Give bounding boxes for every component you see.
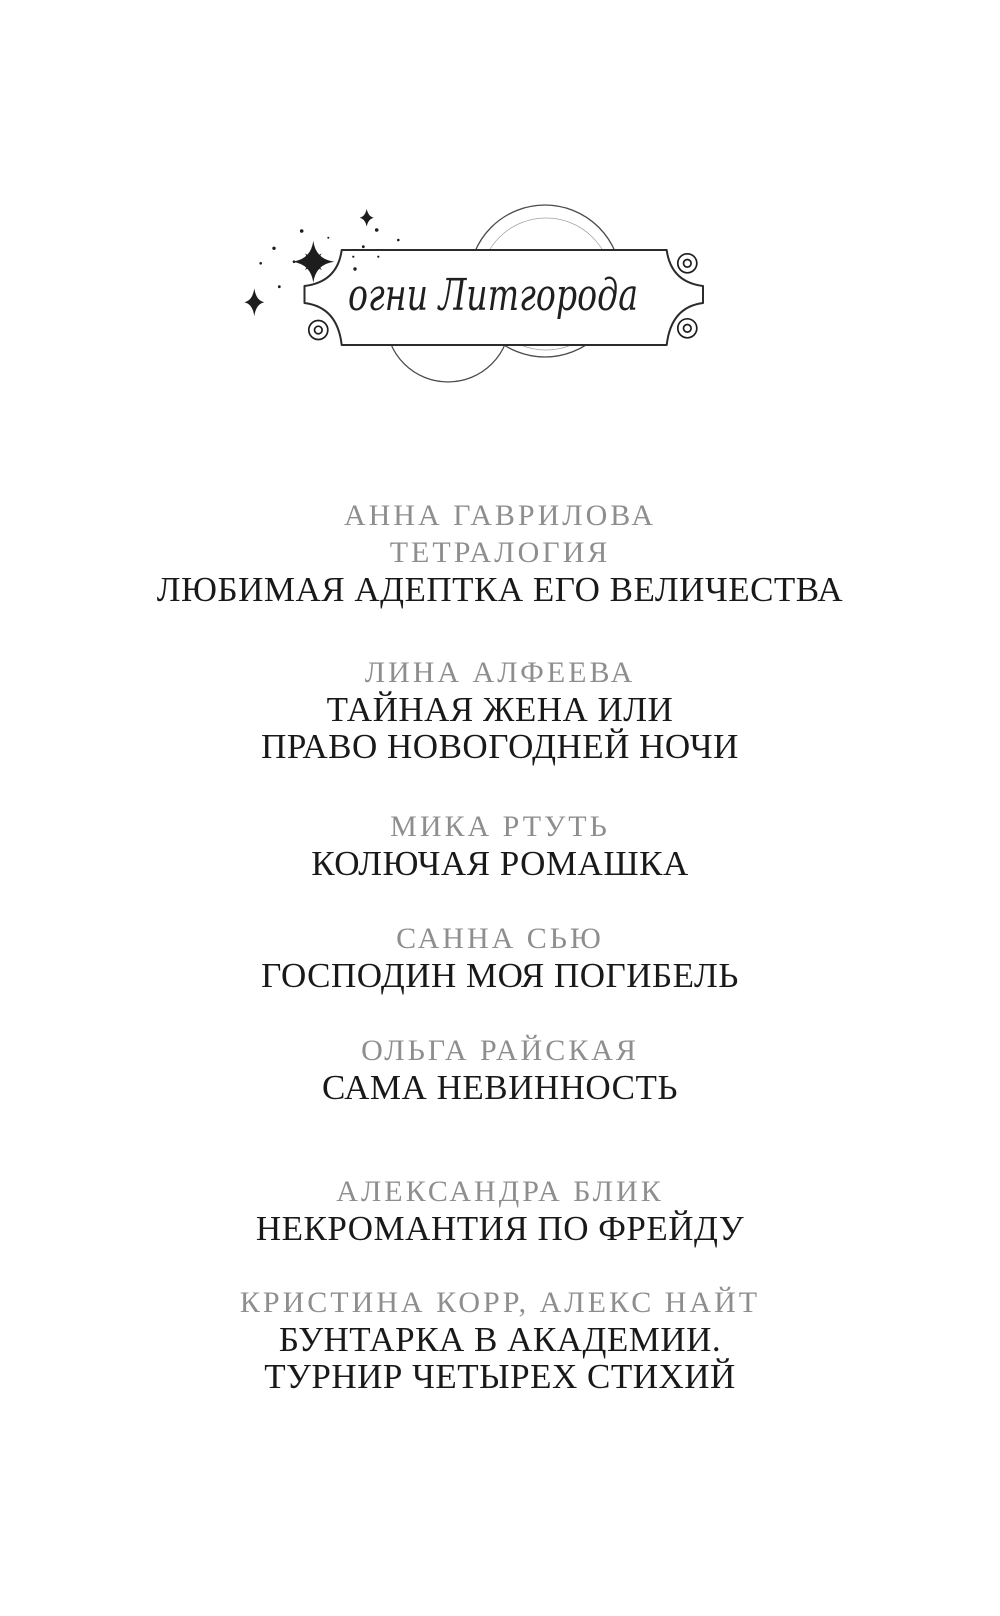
- book-entry: [0, 920, 1000, 994]
- title-line: НЕКРОМАНТИЯ ПО ФРЕЙДУ: [255, 1209, 745, 1248]
- book-entry: [0, 1284, 1000, 1395]
- book-author: [0, 1032, 1000, 1069]
- author-line: АЛЕКСАНДРА БЛИК: [336, 1175, 664, 1208]
- book-list: [0, 497, 1000, 1395]
- author-line: САННА СЬЮ: [396, 922, 604, 955]
- book-entry: [0, 808, 1000, 882]
- book-entry: [0, 1032, 1000, 1106]
- book-author: [0, 1284, 1000, 1321]
- book-author: [0, 920, 1000, 957]
- author-line: АННА ГАВРИЛОВА: [343, 499, 657, 532]
- title-line: ТУРНИР ЧЕТЫРЕХ СТИХИЙ: [264, 1357, 736, 1396]
- book-title: [0, 1321, 1000, 1395]
- book-title: [0, 1210, 1000, 1247]
- book-author: [0, 497, 1000, 571]
- book-author: [0, 654, 1000, 691]
- title-line: ПРАВО НОВОГОДНЕЙ НОЧИ: [261, 727, 739, 766]
- title-line: ЛЮБИМАЯ АДЕПТКА ЕГО ВЕЛИЧЕСТВА: [156, 570, 844, 609]
- title-line: КОЛЮЧАЯ РОМАШКА: [311, 844, 689, 883]
- book-entry: [0, 654, 1000, 765]
- title-line: ТАЙНАЯ ЖЕНА ИЛИ: [326, 690, 674, 729]
- author-line: МИКА РТУТЬ: [390, 810, 610, 843]
- author-line: ОЛЬГА РАЙСКАЯ: [361, 1034, 639, 1067]
- book-author: [0, 1173, 1000, 1210]
- series-script-text: огни Литгорода: [348, 270, 638, 321]
- book-title: [0, 957, 1000, 994]
- book-entry: [0, 497, 1000, 608]
- book-title: [0, 1069, 1000, 1106]
- title-line: БУНТАРКА В АКАДЕМИИ.: [278, 1320, 722, 1359]
- book-title: [0, 845, 1000, 882]
- author-line: КРИСТИНА КОРР, АЛЕКС НАЙТ: [239, 1286, 761, 1319]
- title-line: ГОСПОДИН МОЯ ПОГИБЕЛЬ: [261, 956, 739, 995]
- book-title: [0, 691, 1000, 765]
- book-title: [0, 571, 1000, 608]
- author-line: ЛИНА АЛФЕЕВА: [364, 656, 636, 689]
- book-author: [0, 808, 1000, 845]
- author-line: ТЕТРАЛОГИЯ: [389, 536, 611, 569]
- book-entry: [0, 1173, 1000, 1247]
- title-line: САМА НЕВИННОСТЬ: [322, 1068, 678, 1107]
- series-logo: [200, 170, 720, 400]
